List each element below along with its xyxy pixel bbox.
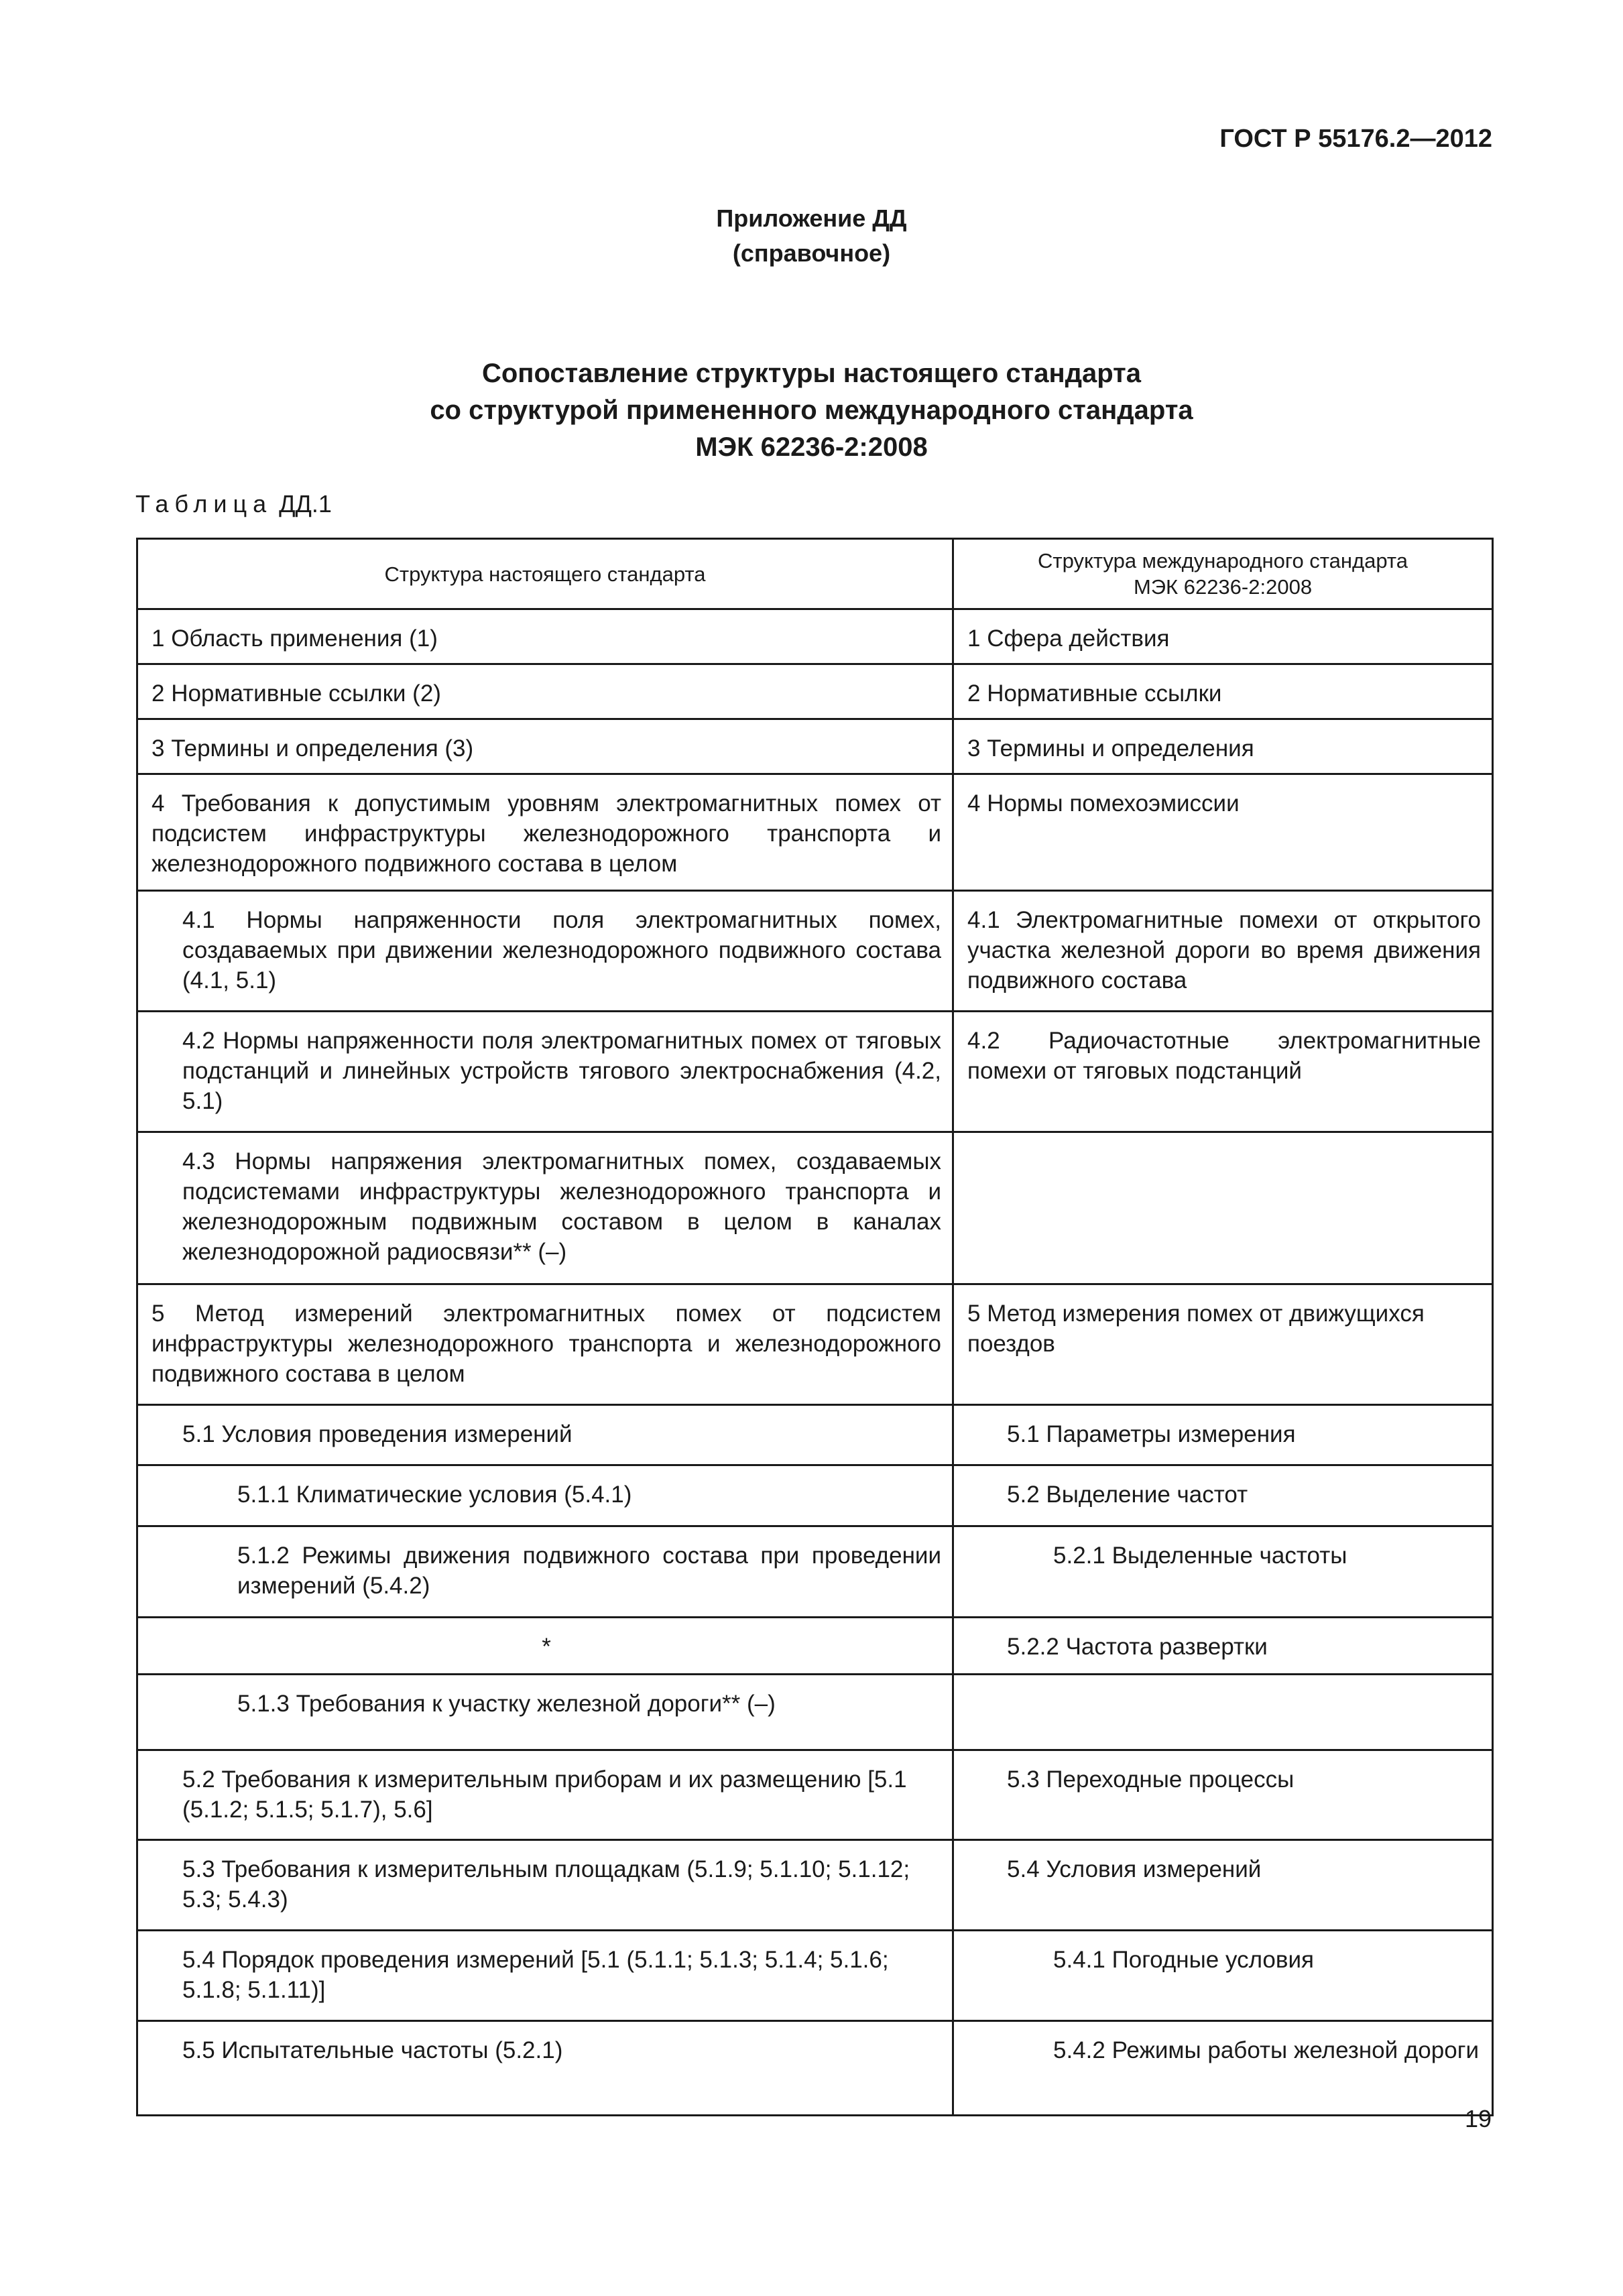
table-row: [137, 1526, 1493, 1618]
table-row: [137, 1405, 1493, 1465]
table-row: [137, 664, 1493, 719]
cell-international: 2 Нормативные ссылки: [953, 664, 1493, 719]
table-row: [137, 2021, 1493, 2116]
cell-national: 4.3 Нормы напряжения электромагнитных помех, создаваемых подсистемами инфраструктуры железнодорожного транспорта и железнодорожным подвижным составом в целом в каналах железнодорожной радиосвязи** (–): [137, 1132, 953, 1284]
table-row: [137, 1931, 1493, 2021]
cell-national: 5.1.2 Режимы движения подвижного состава при проведении измерений (5.4.2): [137, 1526, 953, 1618]
cell-national: 2 Нормативные ссылки (2): [137, 664, 953, 719]
cell-international: [953, 1132, 1493, 1284]
cell-international: 4.2 Радиочастотные электромагнитные помехи от тяговых подстанций: [953, 1012, 1493, 1132]
table-row: [137, 1618, 1493, 1675]
cell-national: 5.2 Требования к измерительным приборам и их размещению [5.1 (5.1.2; 5.1.5; 5.1.7), 5.6]: [137, 1750, 953, 1840]
cell-national: 5 Метод измерений электромагнитных помех от подсистем инфраструктуры железнодорожного транспорта и железнодорожного подвижного состава в целом: [137, 1284, 953, 1405]
table-row: [137, 609, 1493, 664]
table-caption-label: Таблица: [135, 490, 273, 518]
title-line-1: Сопоставление структуры настоящего стандарта: [481, 359, 1142, 388]
header-national-standard: Структура настоящего стандарта: [137, 539, 953, 609]
cell-national: 5.3 Требования к измерительным площадкам (5.1.9; 5.1.10; 5.1.12; 5.3; 5.4.3): [137, 1840, 953, 1931]
appendix-type: (справочное): [732, 239, 891, 267]
page-number: 19: [1464, 2105, 1492, 2132]
table-row: [137, 1465, 1493, 1526]
table-row: [137, 891, 1493, 1012]
page-title: [0, 355, 1623, 466]
cell-international: 5.2 Выделение частот: [953, 1465, 1493, 1526]
cell-national: 4.2 Нормы напряженности поля электромагнитных помех от тяговых подстанций и линейных устройств тягового электроснабжения (4.2, 5.1): [137, 1012, 953, 1132]
cell-international: 5.4.2 Режимы работы железной дороги: [953, 2021, 1493, 2116]
cell-international: 5.4.1 Погодные условия: [953, 1931, 1493, 2021]
comparison-table: [136, 538, 1494, 2116]
cell-international: 1 Сфера действия: [953, 609, 1493, 664]
header-international-line-1: Структура международного стандарта: [1038, 549, 1408, 572]
table-row: [137, 1284, 1493, 1405]
table-row: [137, 1750, 1493, 1840]
cell-international: 5.4 Условия измерений: [953, 1840, 1493, 1931]
cell-international: [953, 1675, 1493, 1750]
cell-national: 5.1 Условия проведения измерений: [137, 1405, 953, 1465]
table-row: [137, 719, 1493, 774]
cell-international: 5.2.1 Выделенные частоты: [953, 1526, 1493, 1618]
table-row: [137, 1840, 1493, 1931]
cell-national: 3 Термины и определения (3): [137, 719, 953, 774]
table-row: [137, 1012, 1493, 1132]
table-row: [137, 1675, 1493, 1750]
cell-international: 3 Термины и определения: [953, 719, 1493, 774]
header-international-line-2: МЭК 62236-2:2008: [1133, 575, 1313, 599]
table-row: [137, 774, 1493, 891]
header-international-standard: [953, 539, 1493, 609]
cell-national: 1 Область применения (1): [137, 609, 953, 664]
title-line-3: МЭК 62236-2:2008: [695, 432, 928, 462]
cell-national: 5.4 Порядок проведения измерений [5.1 (5.1.1; 5.1.3; 5.1.4; 5.1.6; 5.1.8; 5.1.11)]: [137, 1931, 953, 2021]
cell-national: 5.5 Испытательные частоты (5.2.1): [137, 2021, 953, 2116]
table-caption-number: ДД.1: [272, 490, 332, 518]
table-header-row: [137, 539, 1493, 609]
cell-national: 4.1 Нормы напряженности поля электромагнитных помех, создаваемых при движении железнодорожного подвижного состава (4.1, 5.1): [137, 891, 953, 1012]
cell-international: 5.3 Переходные процессы: [953, 1750, 1493, 1840]
cell-national: 5.1.1 Климатические условия (5.4.1): [137, 1465, 953, 1526]
cell-international: 5 Метод измерения помех от движущихся поездов: [953, 1284, 1493, 1405]
cell-international: 4 Нормы помехоэмиссии: [953, 774, 1493, 891]
appendix-heading: [0, 201, 1623, 271]
cell-international: 5.2.2 Частота развертки: [953, 1618, 1493, 1675]
appendix-title: Приложение ДД: [716, 204, 907, 232]
table-caption: [135, 490, 332, 518]
cell-international: 5.1 Параметры измерения: [953, 1405, 1493, 1465]
title-line-2: со структурой примененного международного стандарта: [430, 396, 1193, 425]
cell-international: 4.1 Электромагнитные помехи от открытого участка железной дороги во время движения подвижного состава: [953, 891, 1493, 1012]
cell-national: 4 Требования к допустимым уровням электромагнитных помех от подсистем инфраструктуры железнодорожного транспорта и железнодорожного подвижного состава в целом: [137, 774, 953, 891]
cell-national: *: [137, 1618, 953, 1675]
table-row: [137, 1132, 1493, 1284]
cell-national: 5.1.3 Требования к участку железной дороги** (–): [137, 1675, 953, 1750]
document-code: ГОСТ Р 55176.2—2012: [1219, 125, 1492, 153]
